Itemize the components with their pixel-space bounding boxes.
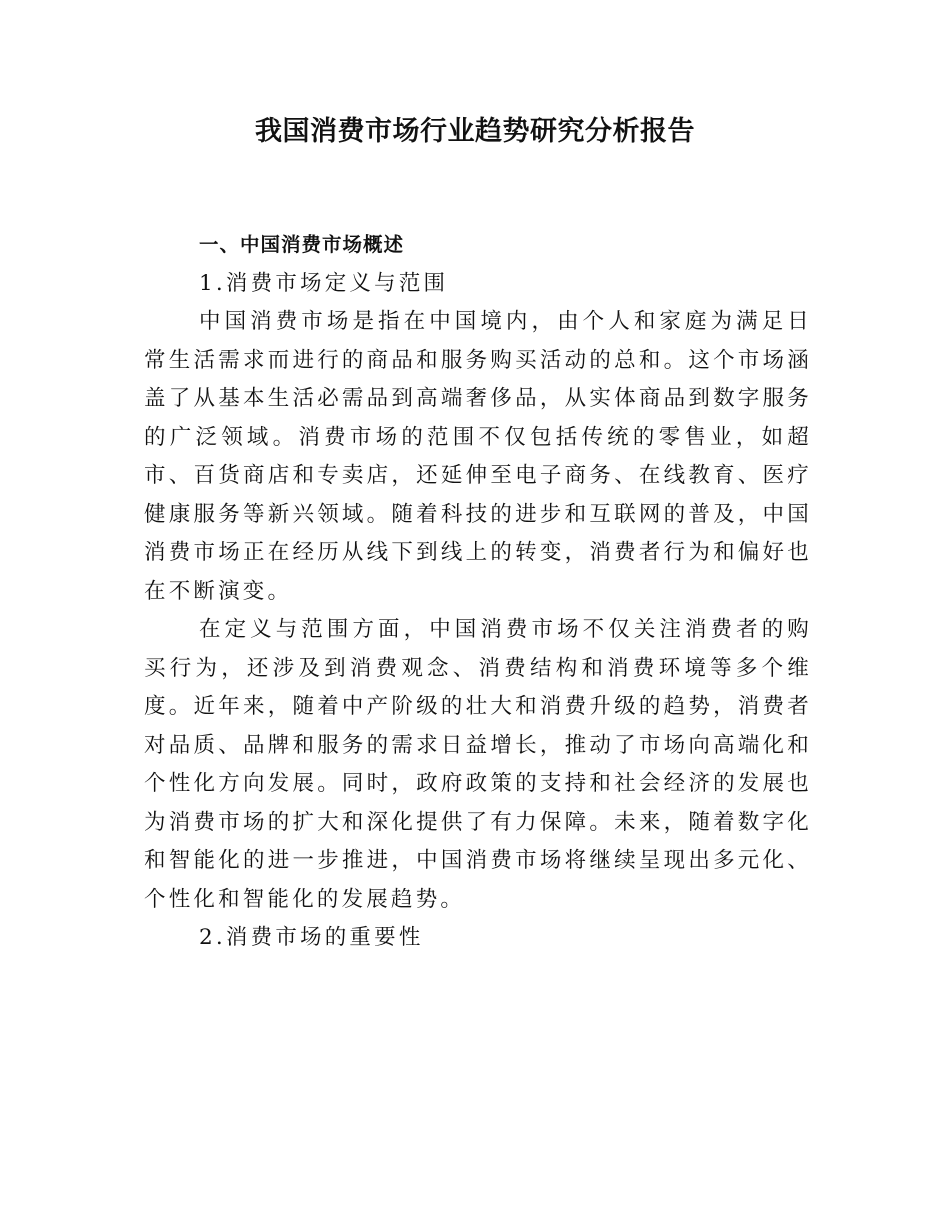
section-heading: 一、中国消费市场概述 — [199, 233, 405, 256]
paragraph-scope: 在定义与范围方面，中国消费市场不仅关注消费者的购买行为，还涉及到消费观念、消费结构和消费环境等多个维度。近年来，随着中产阶级的壮大和消费升级的趋势，消费者对品质、品牌和服务的需求日益增长，推动了市场向高端化和个性化方向发展。同时，政府政策的支持和社会经济的发展也为消费市场的扩大和深化提供了有力保障。未来，随着数字化和智能化的进一步推进，中国消费市场将继续呈现出多元化、个性化和智能化的发展趋势。 — [144, 617, 812, 912]
paragraph-definition: 中国消费市场是指在中国境内，由个人和家庭为满足日常生活需求而进行的商品和服务购买活动的总和。这个市场涵盖了从基本生活必需品到高端奢侈品，从实体商品到数字服务的广泛领域。消费市场的范围不仅包括传统的零售业，如超市、百货商店和专卖店，还延伸至电子商务、在线教育、医疗健康服务等新兴领域。随着科技的进步和互联网的普及，中国消费市场正在经历从线下到线上的转变，消费者行为和偏好也在不断演变。 — [144, 309, 812, 604]
subsection-heading-definition: 1.消费市场定义与范围 — [199, 270, 449, 296]
subsection-heading-importance: 2.消费市场的重要性 — [199, 925, 424, 950]
document-body — [144, 226, 812, 958]
document-title: 我国消费市场行业趋势研究分析报告 — [255, 116, 695, 147]
